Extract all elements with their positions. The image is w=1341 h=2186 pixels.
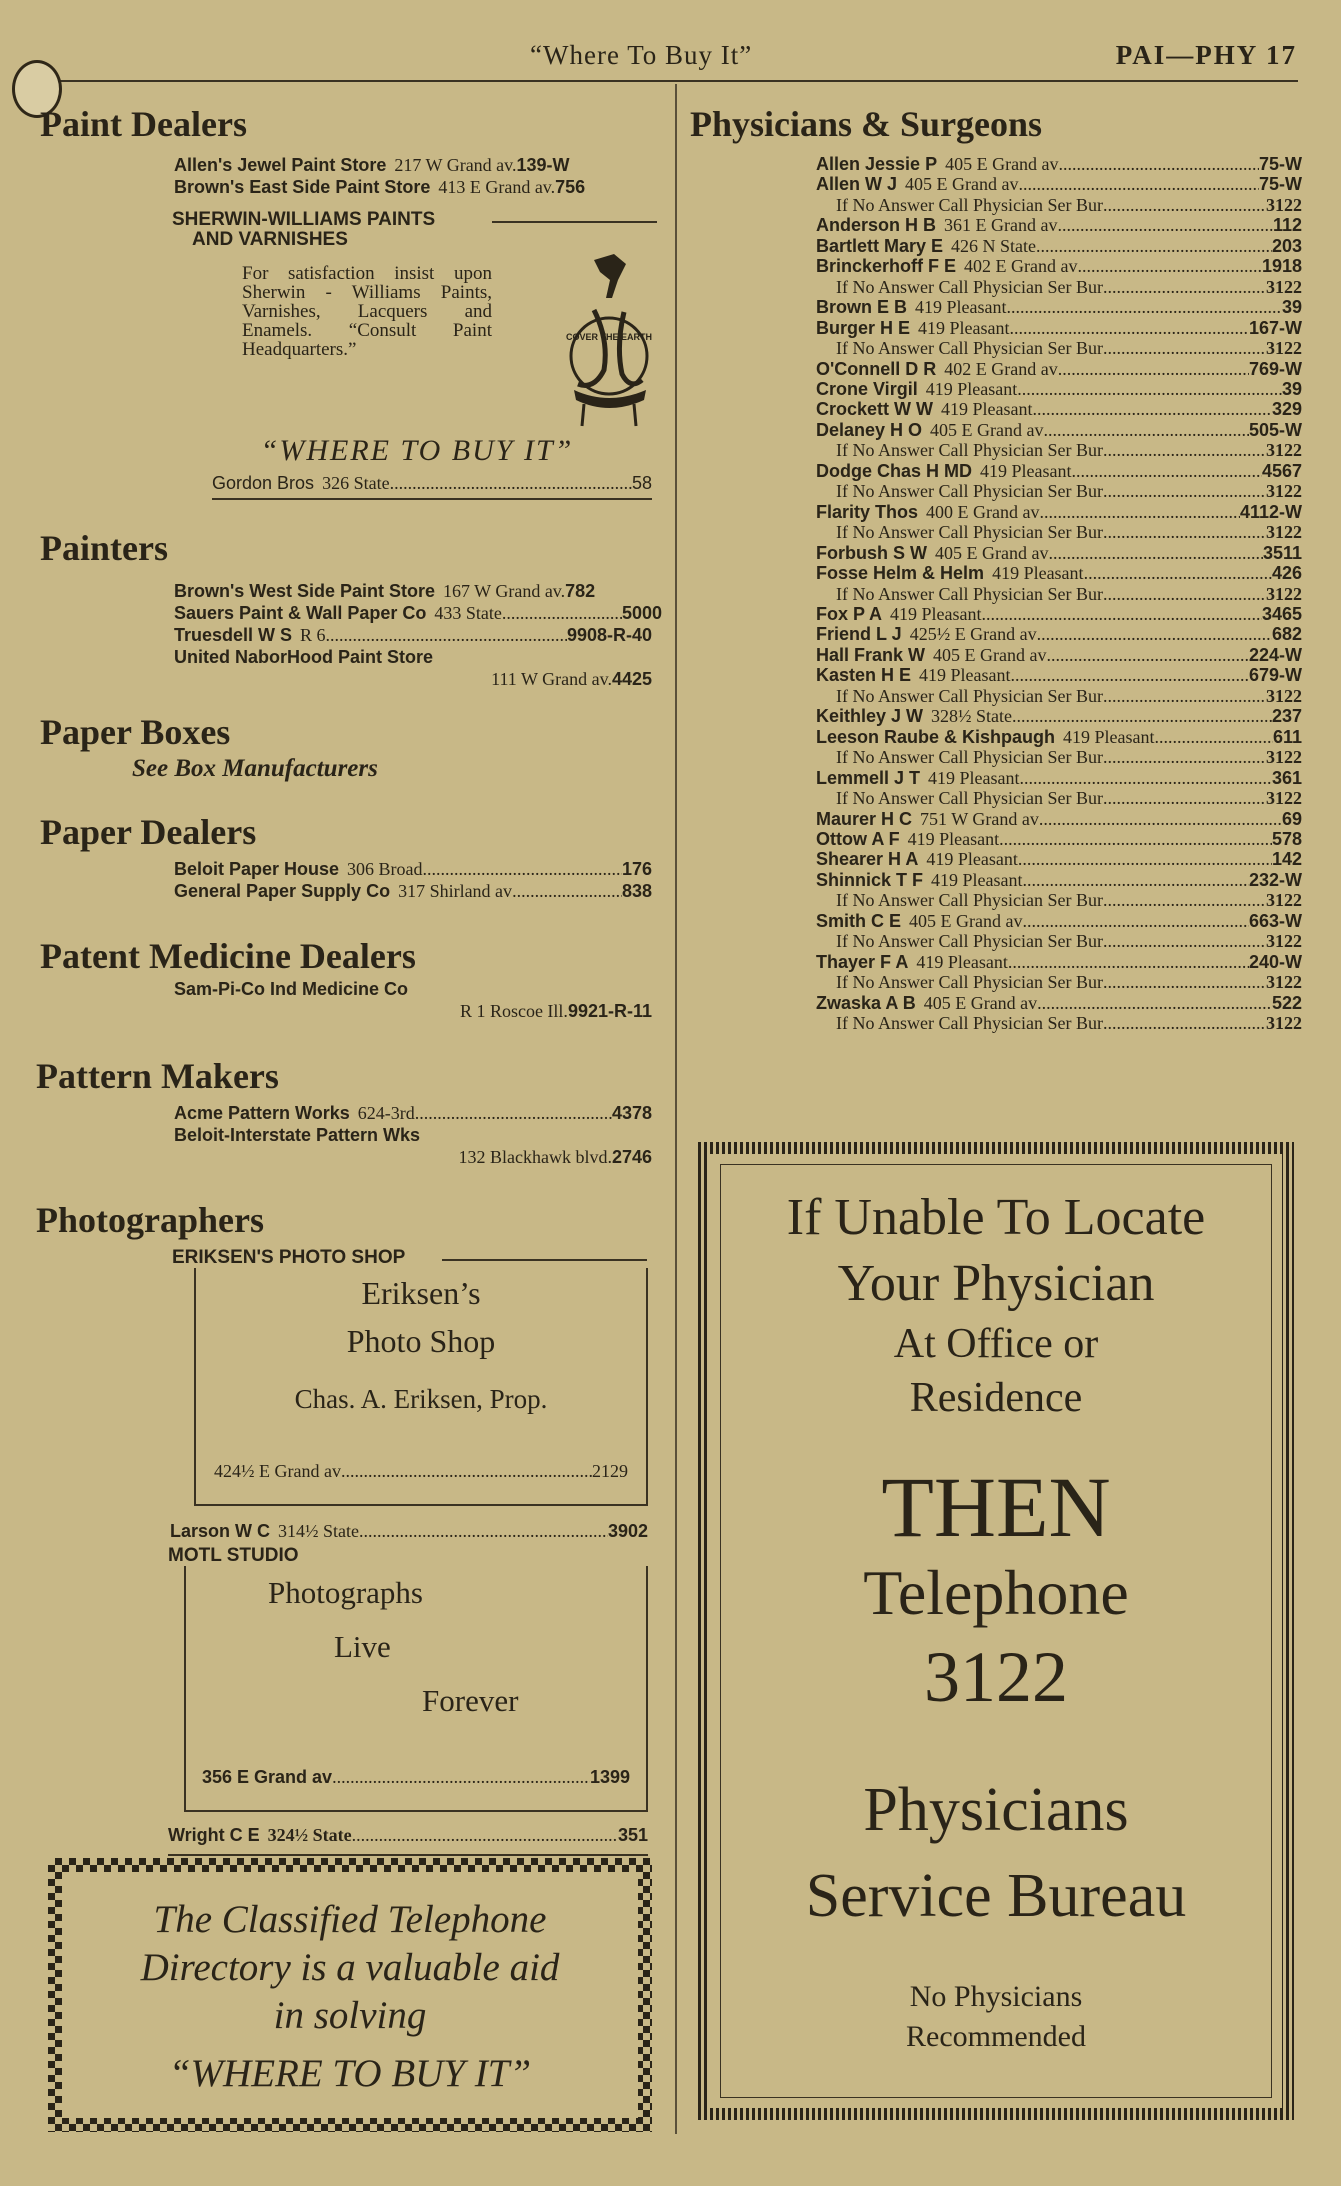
listing-name: Keithley J W (816, 706, 924, 727)
eriksen-photo-shop-ad (194, 1268, 648, 1506)
list-item-continuation (174, 668, 652, 690)
referral-line (816, 440, 1302, 460)
wright-listing (168, 1824, 648, 1856)
listing-phone: 756 (555, 177, 586, 197)
listing-name: If No Answer Call Physician Ser Bur (836, 1013, 1103, 1034)
referral-line (816, 481, 1302, 501)
list-item (816, 543, 1302, 563)
list-item (816, 174, 1302, 194)
listing-address: 419 Pleasant (919, 665, 1011, 686)
listing-phone: 329 (1271, 399, 1302, 420)
bureau-note-1: No Physicians (909, 1980, 1083, 2013)
listing-name: Dodge Chas H MD (816, 460, 973, 481)
listing-phone: 3122 (1266, 194, 1302, 215)
listing-phone: 9908-R-40 (566, 625, 652, 645)
referral-line (816, 522, 1302, 542)
listing-address: 402 E Grand av (944, 358, 1058, 379)
eriksen-ad-proprietor: Chas. A. Eriksen, Prop. (294, 1384, 548, 1414)
cover-the-earth-logo (564, 250, 654, 430)
listing-name: Sauers Paint & Wall Paper Co (174, 603, 427, 623)
list-item (816, 256, 1302, 276)
motl-line-2: Live (334, 1629, 391, 1664)
listing-phone: 3122 (1266, 685, 1302, 706)
listing-phone: 240-W (1248, 951, 1302, 972)
category-heading-paper-boxes: Paper Boxes (40, 712, 231, 752)
listing-address: 405 E Grand av (909, 910, 1023, 931)
listing-name: If No Answer Call Physician Ser Bur (836, 338, 1103, 359)
list-item (816, 809, 1302, 829)
where-to-buy-it-slogan: “WHERE TO BUY IT” (260, 434, 574, 467)
listing-name: Truesdell W S (174, 625, 293, 645)
category-heading-photographers: Photographers (36, 1200, 264, 1240)
listing-name: Hall Frank W (816, 644, 926, 665)
listing-name: If No Answer Call Physician Ser Bur (836, 788, 1103, 809)
eriksen-ad-label (172, 1248, 652, 1268)
listing-name: Beloit Paper House (174, 859, 340, 879)
listing-phone: 3122 (1266, 788, 1302, 809)
gordon-listing (212, 472, 652, 500)
listing-phone: 237 (1271, 706, 1302, 727)
listing-name: Maurer H C (816, 808, 913, 829)
referral-line (816, 972, 1302, 992)
list-item (816, 624, 1302, 644)
listing-phone: 1399 (589, 1767, 630, 1787)
referral-line (816, 277, 1302, 297)
list-item (816, 502, 1302, 522)
referral-line (816, 890, 1302, 910)
listing-phone: 3122 (1266, 1013, 1302, 1034)
list-item (816, 706, 1302, 726)
listing-phone: 142 (1271, 849, 1302, 870)
listing-address: 751 W Grand av (920, 808, 1039, 829)
listing-phone: 3122 (1266, 481, 1302, 502)
larson-listing (40, 1520, 648, 1542)
listing-phone: 4112-W (1239, 501, 1302, 522)
listing-name: If No Answer Call Physician Ser Bur (836, 481, 1103, 502)
list-item (174, 978, 652, 1000)
listing-name: Anderson H B (816, 215, 937, 236)
motl-ad-address (202, 1767, 630, 1788)
listing-address: 314½ State (278, 1521, 360, 1541)
bureau-number: 3122 (924, 1637, 1068, 1717)
listing-name: If No Answer Call Physician Ser Bur (836, 194, 1103, 215)
list-item-continuation (174, 1000, 652, 1022)
listing-phone: 361 (1271, 767, 1302, 788)
category-heading-paint-dealers: Paint Dealers (40, 104, 247, 144)
listing-name: Lemmell J T (816, 767, 921, 788)
list-item (174, 176, 662, 198)
listing-address: 405 E Grand av (930, 419, 1044, 440)
list-item (816, 849, 1302, 869)
patent-medicine-list (40, 978, 652, 1022)
listing-phone: 58 (631, 473, 652, 493)
listing-name: Gordon Bros (212, 473, 315, 493)
listing-address: 328½ State (931, 706, 1013, 727)
listing-name: Burger H E (816, 317, 911, 338)
listing-name: If No Answer Call Physician Ser Bur (836, 931, 1103, 952)
listing-phone: 3122 (1266, 440, 1302, 461)
list-item-continuation (174, 1146, 652, 1168)
listing-phone: 3122 (1266, 890, 1302, 911)
listing-name: General Paper Supply Co (174, 881, 391, 901)
listing-phone: 176 (621, 859, 652, 879)
listing-phone: 769-W (1248, 358, 1302, 379)
listing-phone: 2746 (611, 1147, 652, 1167)
list-item (174, 1102, 652, 1124)
left-column (36, 96, 662, 1856)
list-item (174, 880, 652, 902)
listing-address: 413 E Grand av. (438, 177, 556, 197)
listing-name: Beloit-Interstate Pattern Wks (174, 1125, 421, 1145)
listing-name: Fosse Helm & Helm (816, 563, 985, 584)
classified-line-2: Directory is a valuable aid (140, 1946, 560, 1989)
eriksen-ad-title-2: Photo Shop (346, 1323, 496, 1359)
listing-name: Kasten H E (816, 665, 912, 686)
listing-name: Shearer H A (816, 849, 919, 870)
category-heading-pattern-makers: Pattern Makers (36, 1056, 279, 1096)
referral-line (816, 195, 1302, 215)
pattern-makers-list (40, 1102, 652, 1168)
listing-phone: 4425 (611, 669, 652, 689)
listing-address: 419 Pleasant (918, 317, 1010, 338)
listing-name: Allen W J (816, 174, 898, 195)
sherwin-heading-line-1: SHERWIN-WILLIAMS PAINTS (172, 209, 436, 230)
eriksen-ad-address (214, 1461, 628, 1482)
listing-phone: 426 (1271, 563, 1302, 584)
listing-name: Acme Pattern Works (174, 1103, 350, 1123)
header-rule (30, 80, 1298, 82)
listing-name: Flarity Thos (816, 501, 919, 522)
eriksen-label-text: ERIKSEN'S PHOTO SHOP (172, 1247, 406, 1268)
listing-address: 424½ E Grand av (214, 1461, 341, 1481)
listing-address: 405 E Grand av (923, 992, 1038, 1013)
listing-phone: 682 (1271, 624, 1302, 645)
listing-address: 361 E Grand av (944, 215, 1058, 236)
listing-address: 306 Broad (347, 859, 423, 879)
listing-phone: 69 (1281, 808, 1302, 829)
referral-line (816, 338, 1302, 358)
motl-line-1: Photographs (268, 1575, 423, 1610)
column-divider (675, 84, 677, 2134)
listing-name: Wright C E (168, 1825, 260, 1845)
list-item (174, 646, 662, 668)
list-item (816, 604, 1302, 624)
list-item (816, 297, 1302, 317)
listing-name: Brown's West Side Paint Store (174, 581, 435, 601)
listing-phone: 663-W (1248, 910, 1302, 931)
list-item (816, 665, 1302, 685)
motl-label-text: MOTL STUDIO (168, 1545, 299, 1566)
list-item (816, 420, 1302, 440)
listing-phone: 3122 (1266, 747, 1302, 768)
referral-line (816, 1013, 1302, 1033)
list-item (174, 1124, 652, 1146)
listing-phone: 3122 (1266, 583, 1302, 604)
listing-address: 217 W Grand av. (394, 155, 517, 175)
listing-phone: 2129 (592, 1461, 628, 1481)
list-item (816, 236, 1302, 256)
category-heading-patent-medicine: Patent Medicine Dealers (40, 936, 416, 976)
listing-address: R 6 (300, 625, 326, 645)
listing-name: Forbush S W (816, 542, 927, 563)
listing-name: Smith C E (816, 910, 902, 931)
listing-phone: 3122 (1266, 276, 1302, 297)
running-title: “Where To Buy It” (530, 40, 753, 70)
listing-name: Larson W C (170, 1521, 271, 1541)
listing-name: If No Answer Call Physician Ser Bur (836, 685, 1103, 706)
listing-name: Fox P A (816, 603, 883, 624)
listing-address: 356 E Grand av (202, 1767, 333, 1787)
listing-phone: 5000 (621, 603, 662, 623)
bureau-line-2: Your Physician (837, 1255, 1155, 1312)
bureau-then: THEN (881, 1459, 1111, 1555)
referral-line (816, 584, 1302, 604)
list-item (816, 379, 1302, 399)
listing-phone: 232-W (1248, 869, 1302, 890)
sherwin-williams-heading (172, 210, 652, 250)
listing-phone: 578 (1271, 828, 1302, 849)
listing-name: Friend L J (816, 624, 902, 645)
list-item (816, 215, 1302, 235)
listing-phone: 3122 (1266, 972, 1302, 993)
listing-name: If No Answer Call Physician Ser Bur (836, 890, 1103, 911)
listing-phone: 75-W (1258, 174, 1302, 195)
motl-ad-label (168, 1546, 648, 1566)
listing-address: 419 Pleasant (1063, 726, 1155, 747)
list-item (816, 768, 1302, 788)
listing-phone: 3465 (1261, 603, 1302, 624)
listing-address: 405 E Grand av (945, 154, 1059, 174)
list-item (816, 829, 1302, 849)
listing-name: Leeson Raube & Kishpaugh (816, 726, 1056, 747)
listing-address: 419 Pleasant (890, 603, 982, 624)
listing-phone: 838 (621, 881, 652, 901)
listing-address: 419 Pleasant (980, 460, 1072, 481)
listing-phone: 9921-R-11 (567, 1001, 652, 1021)
listing-address: 419 Pleasant (941, 399, 1033, 420)
classified-line-3: in solving (273, 1994, 427, 2037)
classified-line-4: “WHERE TO BUY IT” (168, 2052, 532, 2095)
paper-dealers-list (40, 858, 652, 902)
listing-name: Crockett W W (816, 399, 933, 420)
page-label: PAI—PHY 17 (1115, 40, 1297, 70)
paint-dealers-list (40, 154, 662, 198)
list-item (816, 359, 1302, 379)
listing-phone: 75-W (1258, 154, 1302, 174)
listing-name: If No Answer Call Physician Ser Bur (836, 440, 1103, 461)
list-item (174, 154, 662, 176)
listing-address: 419 Pleasant (925, 378, 1018, 399)
referral-line (816, 686, 1302, 706)
see-also-reference: See Box Manufacturers (132, 755, 378, 782)
listing-phone: 611 (1272, 726, 1302, 747)
listing-address: 405 E Grand av (933, 644, 1047, 665)
listing-address: 426 N State (951, 235, 1037, 256)
list-item (816, 993, 1302, 1013)
category-heading-painters: Painters (40, 528, 168, 568)
painters-list (40, 580, 662, 690)
list-item (174, 624, 652, 646)
bureau-telephone: Telephone (863, 1557, 1129, 1628)
listing-name: Allen Jessie P (816, 154, 938, 174)
category-heading-paper-dealers: Paper Dealers (40, 812, 257, 852)
list-item (816, 727, 1302, 747)
bureau-name-2: Service Bureau (805, 1862, 1187, 1930)
list-item (174, 858, 652, 880)
listing-phone: 3511 (1262, 542, 1302, 563)
listing-phone: 112 (1272, 215, 1302, 236)
list-item (174, 602, 662, 624)
listing-phone: 4378 (611, 1103, 652, 1123)
sherwin-williams-ad-text: For satisfaction insist upon Sherwin - Williams Paints, Varnishes, Lacquers and Enamels. “Consult Paint Headquarters.” (242, 263, 492, 360)
listing-phone: 203 (1271, 235, 1302, 256)
bureau-line-4: Residence (909, 1375, 1083, 1421)
list-item (816, 911, 1302, 931)
listing-name: United NaborHood Paint Store (174, 647, 434, 667)
referral-line (816, 747, 1302, 767)
listing-address: 419 Pleasant (907, 828, 1000, 849)
list-item (816, 645, 1302, 665)
listing-phone: 3122 (1266, 338, 1302, 359)
listing-phone: 139-W (516, 155, 570, 175)
classified-line-1: The Classified Telephone (153, 1898, 547, 1941)
listing-name: If No Answer Call Physician Ser Bur (836, 522, 1103, 543)
listing-address: 405 E Grand av (905, 174, 1019, 195)
listing-address: 402 E Grand av (964, 256, 1078, 277)
listing-name: Brown E B (816, 297, 908, 318)
listing-name: Brinckerhoff F E (816, 256, 957, 277)
listing-name: Thayer F A (816, 951, 909, 972)
listing-phone: 3122 (1266, 931, 1302, 952)
heading-rule (492, 221, 657, 223)
listing-address: 624-3rd (357, 1103, 415, 1123)
listing-name: Crone Virgil (816, 378, 918, 399)
referral-line (816, 788, 1302, 808)
listing-name: Shinnick T F (816, 869, 924, 890)
listing-name: Allen's Jewel Paint Store (174, 155, 387, 175)
listing-name: Ottow A F (816, 828, 900, 849)
list-item (816, 563, 1302, 583)
listing-name: If No Answer Call Physician Ser Bur (836, 747, 1103, 768)
listing-address: 419 Pleasant (916, 951, 1008, 972)
listing-address: 167 W Grand av. (443, 581, 566, 601)
logo-text: COVER THE EARTH (565, 332, 653, 342)
category-heading-physicians: Physicians & Surgeons (690, 104, 1043, 144)
listing-address: 132 Blackhawk blvd. (458, 1147, 612, 1167)
listing-name: Bartlett Mary E (816, 235, 944, 256)
ad-content (720, 1164, 1272, 2098)
listing-name: If No Answer Call Physician Ser Bur (836, 972, 1103, 993)
right-column (690, 96, 1302, 1033)
listing-address: 425½ E Grand av (909, 624, 1037, 645)
listing-phone: 39 (1281, 297, 1302, 318)
list-item (816, 154, 1302, 174)
listing-phone: 1918 (1261, 256, 1302, 277)
list-item (170, 1520, 648, 1542)
classified-directory-ad (48, 1858, 652, 2132)
listing-phone: 4567 (1261, 460, 1302, 481)
listing-address: 419 Pleasant (926, 849, 1018, 870)
list-item (816, 318, 1302, 338)
listing-phone: 167-W (1248, 317, 1302, 338)
bureau-line-3: At Office or (893, 1321, 1099, 1367)
motl-studio-ad (184, 1566, 648, 1812)
listing-address: 111 W Grand av. (491, 669, 612, 689)
bureau-line-1: If Unable To Locate (786, 1189, 1206, 1246)
list-item (174, 580, 662, 602)
motl-line-3: Forever (422, 1683, 519, 1718)
bureau-note-2: Recommended (906, 2020, 1086, 2053)
list-item (816, 461, 1302, 481)
running-head (0, 40, 1341, 80)
listing-phone: 505-W (1248, 419, 1302, 440)
listing-name: If No Answer Call Physician Ser Bur (836, 276, 1103, 297)
listing-name: O'Connell D R (816, 358, 937, 379)
sherwin-williams-ad (172, 250, 662, 440)
listing-address: 419 Pleasant (931, 869, 1023, 890)
listing-name: Delaney H O (816, 419, 923, 440)
physicians-list (690, 154, 1302, 1033)
list-item (212, 472, 652, 494)
listing-name: Brown's East Side Paint Store (174, 177, 431, 197)
listing-address: 317 Shirland av (398, 881, 513, 901)
listing-name: Sam-Pi-Co Ind Medicine Co (174, 979, 409, 999)
listing-address: 326 State (322, 473, 390, 493)
listing-phone: 3122 (1266, 522, 1302, 543)
referral-line (816, 931, 1302, 951)
eriksen-ad-title-1: Eriksen’s (361, 1275, 481, 1311)
bureau-name-1: Physicians (863, 1776, 1129, 1844)
label-rule (442, 1259, 647, 1261)
listing-address: 405 E Grand av (935, 542, 1049, 563)
listing-name: If No Answer Call Physician Ser Bur (836, 583, 1103, 604)
listing-phone: 351 (617, 1825, 648, 1845)
listing-phone: 224-W (1248, 644, 1302, 665)
listing-address: 419 Pleasant (992, 563, 1084, 584)
list-item (168, 1824, 648, 1846)
list-item (816, 399, 1302, 419)
listing-address: 400 E Grand av (926, 501, 1040, 522)
list-item (816, 870, 1302, 890)
listing-name: Zwaska A B (816, 992, 916, 1013)
sherwin-heading-line-2: AND VARNISHES (192, 229, 348, 250)
listing-address: 419 Pleasant (928, 767, 1020, 788)
listing-phone: 782 (565, 581, 596, 601)
listing-phone: 679-W (1248, 665, 1302, 686)
listing-phone: 522 (1271, 992, 1302, 1013)
listing-address: R 1 Roscoe Ill. (459, 1001, 568, 1021)
listing-address: 433 State. (434, 603, 507, 623)
listing-address: 419 Pleasant (915, 297, 1007, 318)
physicians-service-bureau-ad (698, 1142, 1294, 2120)
listing-phone: 3902 (607, 1521, 648, 1541)
listing-address: 324½ State (267, 1825, 352, 1845)
listing-phone: 39 (1281, 378, 1302, 399)
list-item (816, 952, 1302, 972)
